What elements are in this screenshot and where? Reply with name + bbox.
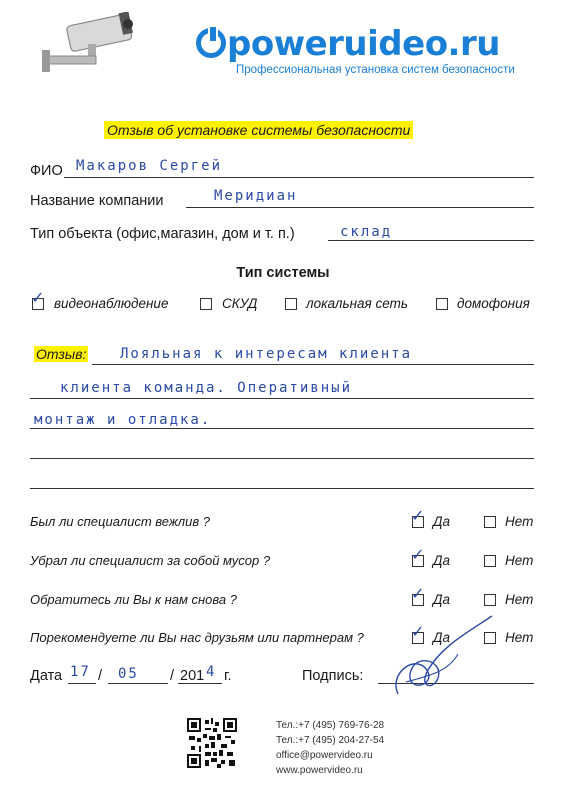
checkbox-return-no[interactable]: [484, 594, 496, 606]
option-lan-label: локальная сеть: [306, 296, 408, 311]
polite-yes-label: Да: [433, 514, 451, 529]
fio-label: ФИО: [30, 163, 63, 179]
checkbox-polite-no[interactable]: [484, 516, 496, 528]
cleanup-yes-label: Да: [433, 553, 451, 568]
qr-code-icon: [187, 718, 237, 768]
option-video-label: видеонаблюдение: [54, 296, 169, 311]
review-line-3: [30, 428, 534, 429]
review-text-1[interactable]: Лояльная к интересам клиента: [120, 346, 413, 362]
review-line-4: [30, 458, 534, 459]
review-line-5: [30, 488, 534, 489]
checkbox-lan[interactable]: [285, 298, 297, 310]
recommend-yes-label: Да: [433, 630, 451, 645]
tagline: Профессиональная установка систем безопасности: [236, 64, 515, 76]
fio-value[interactable]: Макаров Сергей: [76, 158, 223, 174]
question-return: Обратитесь ли Вы к нам снова ?: [30, 592, 237, 607]
check-mark-icon: ✓: [411, 584, 425, 603]
date-year-digit[interactable]: 4: [206, 664, 217, 680]
date-day-line: [68, 683, 96, 684]
check-mark-icon: ✓: [411, 545, 425, 564]
recommend-no-label: Нет: [505, 630, 534, 645]
form-title: Отзыв об установке системы безопасности: [104, 121, 413, 139]
company-value[interactable]: Меридиан: [214, 188, 298, 204]
review-text-2[interactable]: клиента команда. Оперативный: [60, 380, 353, 396]
signature-label: Подпись:: [302, 668, 364, 684]
brand-logo: poweruideo.ru: [196, 24, 500, 64]
date-separator: /: [98, 668, 103, 684]
contact-website[interactable]: www.powervideo.ru: [276, 765, 363, 776]
checkbox-intercom[interactable]: [436, 298, 448, 310]
company-line: [186, 207, 534, 208]
cctv-camera-icon: [38, 12, 138, 82]
review-text-3[interactable]: монтаж и отладка.: [34, 412, 212, 428]
date-year-prefix: 201: [180, 668, 205, 684]
check-mark-icon: ✓: [411, 506, 425, 525]
question-polite: Был ли специалист вежлив ?: [30, 514, 210, 529]
option-intercom-label: домофония: [457, 296, 530, 311]
date-separator: /: [170, 668, 175, 684]
date-label: Дата: [30, 668, 63, 684]
contact-phone-2: Тел.:+7 (495) 204-27-54: [276, 735, 385, 746]
return-yes-label: Да: [433, 592, 451, 607]
system-type-heading: Тип системы: [236, 265, 330, 281]
date-suffix: г.: [224, 668, 232, 684]
review-line-2: [30, 398, 534, 399]
object-type-value[interactable]: склад: [340, 224, 393, 240]
checkbox-skud[interactable]: [200, 298, 212, 310]
question-cleanup: Убрал ли специалист за собой мусор ?: [30, 553, 271, 568]
option-skud-label: СКУД: [222, 296, 258, 311]
return-no-label: Нет: [505, 592, 534, 607]
date-month[interactable]: 05: [118, 666, 139, 682]
checkbox-cleanup-no[interactable]: [484, 555, 496, 567]
check-mark-icon: ✓: [31, 288, 45, 307]
check-mark-icon: ✓: [411, 622, 425, 641]
company-label: Название компании: [30, 193, 164, 209]
signature-scribble: [388, 612, 498, 704]
polite-no-label: Нет: [505, 514, 534, 529]
date-day[interactable]: 17: [70, 664, 91, 680]
object-type-label: Тип объекта (офис,магазин, дом и т. п.): [30, 226, 295, 242]
object-type-line: [328, 240, 534, 241]
date-month-line: [108, 683, 168, 684]
power-icon: [196, 28, 226, 58]
review-label: Отзыв:: [36, 346, 87, 362]
question-recommend: Порекомендуете ли Вы нас друзьям или партнерам ?: [30, 630, 364, 645]
review-line-1: [92, 364, 534, 365]
contact-phone-1: Тел.:+7 (495) 769-76-28: [276, 720, 385, 731]
fio-line: [64, 177, 534, 178]
cleanup-no-label: Нет: [505, 553, 534, 568]
contact-email[interactable]: office@powervideo.ru: [276, 750, 373, 761]
